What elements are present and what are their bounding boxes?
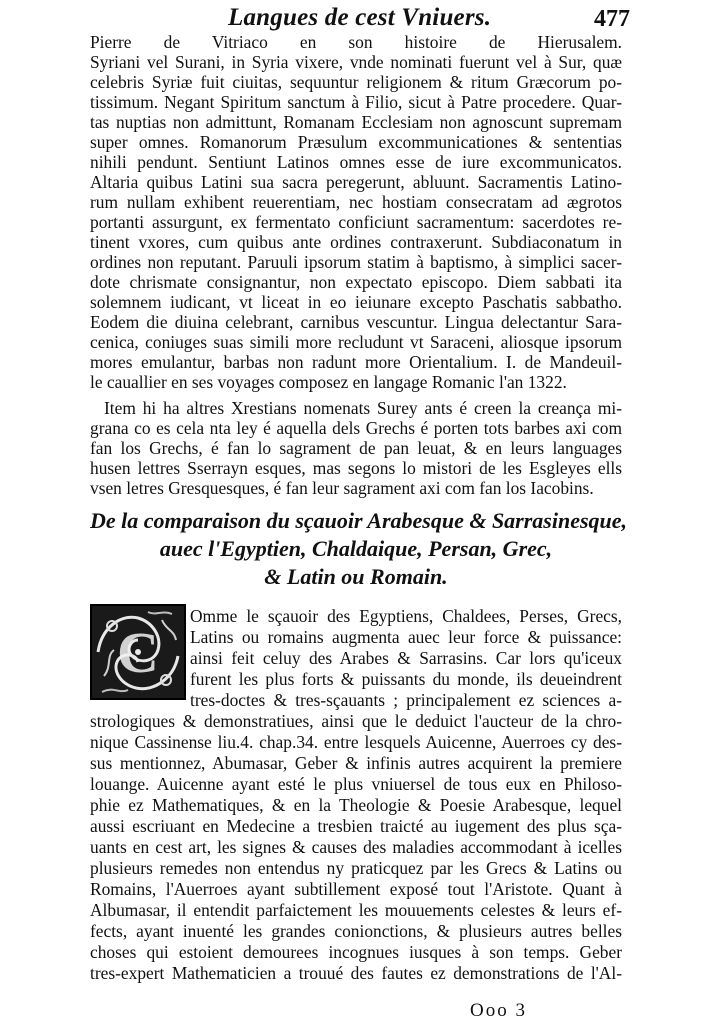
text-line: grana co es cela nta ley é aquella dels Grechs é porten tots barbes axi com [90,418,622,438]
text-line: ainsi feit celuy des Arabes & Sarrasins. Car lors qu'iceux [190,648,622,668]
heading-line: & Latin ou Romain. [264,564,448,589]
text-line: Eodem die diuina celebrant, carnibus vescuntur. Lingua delectantur Sara- [90,312,622,332]
initial-letter: C [117,620,159,685]
decorated-initial-c [90,604,186,700]
text-line: strologiques & demonstratiues, ainsi que le deduict l'aucteur de la chro- [90,711,622,731]
text-line: Altaria quibus Latini sua sacra peregerunt, abluunt. Sacramentis Latino- [90,172,622,192]
text-line: furent les plus forts & puissants du monde, ils deueindrent [190,669,622,689]
text-line: vsen letres Gresquesques, é fan leur sagrament axi com fan los Iacobins. [90,478,594,498]
text-line: tres-expert Mathematicien a trouué des fautes ez demonstrations de l'Al- [90,963,622,983]
text-line: celebris Syriæ fuit ciuitas, sequuntur religionem & ritum Græcorum po- [90,72,622,92]
text-line: louange. Auicenne ayant esté le plus vniuersel de tous eux en Philoso- [90,774,622,794]
text-line: le cauallier en ses voyages composez en langage Romanic l'an 1322. [90,372,567,392]
text-line: super omnes. Romanorum Præsulum excommunicationes & sententias [90,132,622,152]
text-line: aussi escriuant en Medecine a tresbien traicté au iugement des plus sça- [90,816,622,836]
text-line: mores emulantur, barbas non radunt more Orientalium. I. de Mandeuil- [90,352,622,372]
signature-mark: Ooo 3 [470,1000,527,1021]
text-line: tas nuptias non admittunt, Romanam Ecclesiam non agnoscunt supremam [90,112,622,132]
text-line: uants en cest art, les signes & causes des maladies accommodant à icelles [90,837,622,857]
page-header [90,2,630,36]
text-line: cenica, coniuges suas simili more recludunt vt Saraceni, aliosque ipsorum [90,332,622,352]
text-line: fan los Grechs, é fan lo sagrament de pan leuat, & en leurs languages [90,438,622,458]
text-line: tissimum. Negant Spiritum sanctum à Filio, sicut à Patre procedere. Quar- [90,92,622,112]
text-line: husen lettres Sserrayn esques, mas segons lo mistori de les Esgleyes ells [90,458,622,478]
heading-line: auec l'Egyptien, Chaldaique, Persan, Grec, [159,536,553,561]
page-number: 477 [594,6,630,32]
text-line: Albumasar, il entendit parfaictement les mouuements celestes & leurs ef- [90,900,622,920]
text-line: rum nullam exhibent reuerentiam, nec hostiam consecratam ad ægrotos [90,192,622,212]
text-line: nihili pendunt. Sentiunt Latinos omnes esse de iure excommunicatos. [90,152,622,172]
text-line: nique Cassinense liu.4. chap.34. entre lesquels Auicenne, Auerroes cy des- [90,732,622,752]
text-line: dote chrismate consignantur, non expectato episcopo. Diem sabbati ita [90,272,622,292]
text-line: tinent vxores, cum quibus ante ordines contraxerunt. Subdiaconatum in [90,232,622,252]
text-line: solemnem iudicant, vt liceat in eo ieiunare excepto Paschatis sabbatho. [90,292,622,312]
running-title: Langues de cest Vniuers. [228,4,492,31]
text-line: Latins ou romains augmenta auec leur force & puissance: [190,627,622,647]
text-line: sus mentionnez, Abumasar, Geber & infinis autres acquirent la premiere [90,753,622,773]
text-line: Omme le sçauoir des Egyptiens, Chaldees, Perses, Grecs, [190,606,622,626]
text-line: fects, ayant inuenté les grandes conionctions, & plusieurs autres belles [90,921,622,941]
text-line: phie ez Mathematiques, & en la Theologie & Poesie Arabesque, lequel [90,795,622,815]
text-line: Romains, l'Auerroes ayant subtillement exposé tout l'Aristote. Quant à [90,879,622,899]
text-line: Pierre de Vitriaco en son histoire de Hierusalem. [90,32,622,52]
heading-line: De la comparaison du sçauoir Arabesque & Sarrasinesque, [90,508,628,533]
ornament-icon [92,606,184,698]
text-line: Syriani vel Surani, in Syria vixere, vnde nominati fuerunt vel à Sur, quæ [90,52,622,72]
text-line: plusieurs remedes non entendus ny praticquez par les Grecs & Latins ou [90,858,622,878]
text-line: Item hi ha altres Xrestians nomenats Surey ants é creen la creança mi- [104,398,622,418]
text-line: tres-doctes & tres-sçauants ; principalement ez sciences a- [190,690,622,710]
text-line: portanti assurgunt, ex fermentato conficiunt sacramentum: sacerdotes re- [90,212,622,232]
text-line: ordines non reputant. Paruuli ipsorum statim à baptismo, à simplici sacer- [90,252,622,272]
text-line: choses qui estoient demourees incognues iusques à son temps. Geber [90,942,622,962]
